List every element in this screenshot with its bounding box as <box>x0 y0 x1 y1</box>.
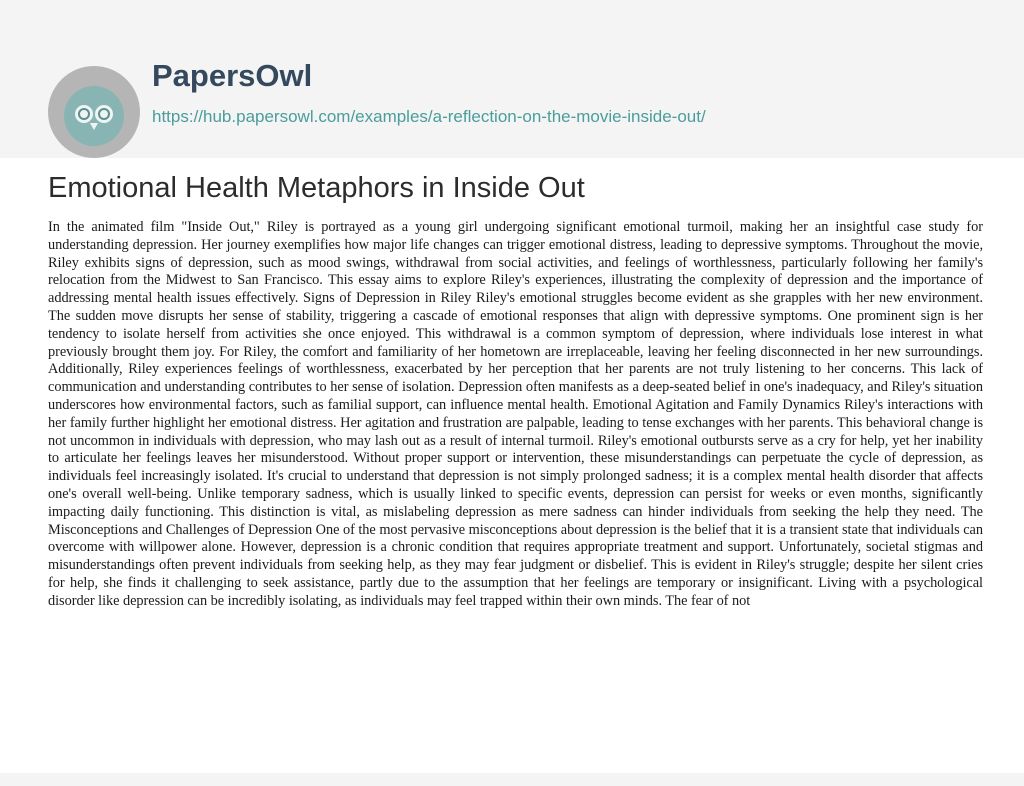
essay-body: In the animated film "Inside Out," Riley is portrayed as a young girl undergoing significant emotional turmoil, making her an insightful case study for understanding depression. Her journey exemplifies how major life changes can trigger emotional distress, leading to depressive symptoms. Throughout the movie, Riley exhibits signs of depression, such as mood swings, withdrawal from social activities, and feelings of worthlessness, particularly following her family's relocation from the Midwest to San Francisco. This essay aims to explore Riley's experiences, illustrating the complexity of depression and the importance of addressing mental health issues effectively. Signs of Depression in Riley Riley's emotional struggles become evident as she grapples with her new environment. The sudden move disrupts her sense of stability, triggering a cascade of emotional responses that align with depressive symptoms. One prominent sign is her tendency to isolate herself from activities she once enjoyed. This withdrawal is a common symptom of depression, where individuals lose interest in what previously brought them joy. For Riley, the comfort and familiarity of her hometown are irreplaceable, leaving her feeling disconnected in her new surroundings. Additionally, Riley experiences feelings of worthlessness, exacerbated by her perception that her parents are not truly listening to her concerns. This lack of communication and understanding contributes to her sense of isolation. Depression often manifests as a deep-seated belief in one's inadequacy, and Riley's situation underscores how environmental factors, such as familial support, can influence mental health. Emotional Agitation and Family Dynamics Riley's interactions with her family further highlight her emotional distress. Her agitation and frustration are palpable, leading to tense exchanges with her parents. This behavioral change is not uncommon in individuals with depression, who may lash out as a result of internal turmoil. Riley's emotional outbursts serve as a cry for help, yet her inability to articulate her feelings leaves her misunderstood. Without proper support or intervention, these misunderstandings can perpetuate the cycle of depression, as individuals feel increasingly isolated. It's crucial to understand that depression is not simply prolonged sadness; it is a complex mental health disorder that affects one's overall well-being. Unlike temporary sadness, which is usually linked to specific events, depression can persist for weeks or even months, significantly impacting daily functioning. This distinction is vital, as mislabeling depression as mere sadness can hinder individuals from seeking the help they need. The Misconceptions and Challenges of Depression One of the most pervasive misconceptions about depression is the belief that it is a transient state that individuals can overcome with willpower alone. However, depression is a chronic condition that requires appropriate treatment and support. Unfortunately, societal stigmas and misunderstandings often prevent individuals from seeking help, as they may fear judgment or disbelief. This is evident in Riley's struggle; despite her silent cries for help, she finds it challenging to seek assistance, partly due to the assumption that her feelings are temporary or insignificant. Living with a psychological disorder like depression can be incredibly isolating, as individuals may feel trapped within their own minds. The fear of not <box>48 219 983 609</box>
source-url-link[interactable]: https://hub.papersowl.com/examples/a-reflection-on-the-movie-inside-out/ <box>152 107 706 126</box>
document-title: Emotional Health Metaphors in Inside Out <box>48 172 585 204</box>
header-band <box>0 0 1024 158</box>
footer-band <box>0 773 1024 786</box>
owl-logo-icon <box>48 66 140 158</box>
brand-name: PapersOwl <box>152 58 313 93</box>
